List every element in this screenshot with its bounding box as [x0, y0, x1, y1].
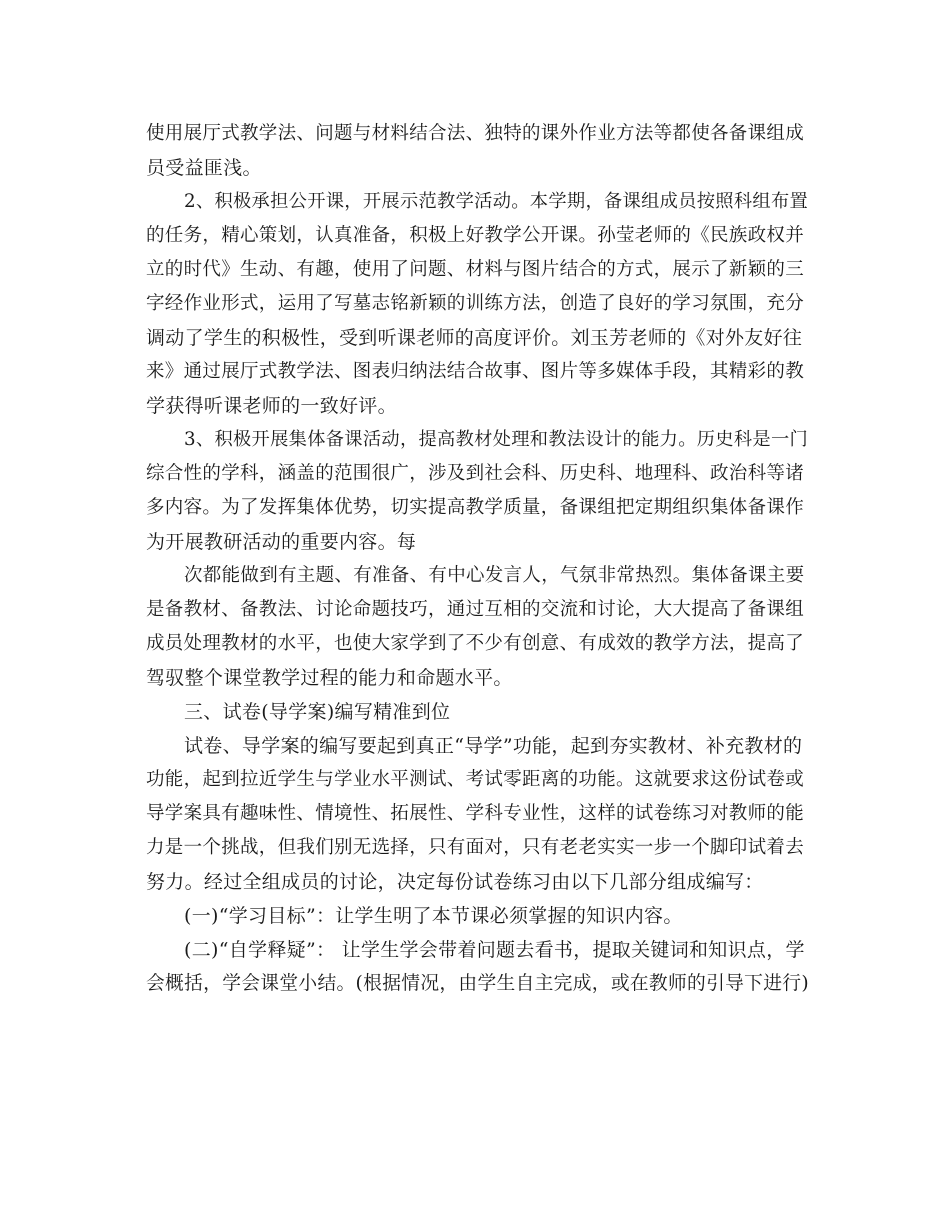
text-line: 次都能做到有主题、有准备、有中心发言人，气氛非常热烈。集体备课主要	[184, 565, 805, 586]
body-text	[146, 117, 811, 1001]
text-line: 导学案具有趣味性、情境性、拓展性、学科专业性，这样的试卷练习对教师的能	[146, 803, 805, 824]
text-line: 会概括，学会课堂小结。(根据情况，由学生自主完成，或在教师的引导下进行)	[146, 973, 809, 994]
text-line: (一)“学习目标”：让学生明了本节课必须掌握的知识内容。	[184, 905, 683, 927]
text-line: 试卷、导学案的编写要起到真正“导学”功能，起到夯实教材、补充教材的	[184, 735, 803, 757]
text-line: 3、积极开展集体备课活动，提高教材处理和教法设计的能力。历史科是一门	[184, 429, 809, 450]
text-line: 多内容。为了发挥集体优势，切实提高教学质量，备课组把定期组织集体备课作	[146, 497, 805, 518]
text-line: 是备教材、备教法、讨论命题技巧，通过互相的交流和讨论，大大提高了备课组	[146, 599, 805, 620]
text-line: 字经作业形式，运用了写墓志铭新颖的训练方法，创造了良好的学习氛围，充分	[146, 293, 805, 314]
text-line: 的任务，精心策划，认真准备，积极上好教学公开课。孙莹老师的《民族政权并	[146, 225, 805, 246]
text-line: 力是一个挑战，但我们别无选择，只有面对，只有老老实实一步一个脚印试着去	[146, 837, 805, 858]
text-line: 立的时代》生动、有趣，使用了问题、材料与图片结合的方式，展示了新颖的三	[146, 259, 805, 280]
text-line: 来》通过展厅式教学法、图表归纳法结合故事、图片等多媒体手段，其精彩的教	[146, 361, 805, 382]
text-line: 综合性的学科，涵盖的范围很广，涉及到社会科、历史科、地理科、政治科等诸	[146, 463, 805, 484]
text-line: 为开展教研活动的重要内容。每	[146, 531, 417, 553]
text-line: 员受益匪浅。	[146, 157, 262, 179]
text-line: 使用展厅式教学法、问题与材料结合法、独特的课外作业方法等都使各备课组成	[146, 123, 805, 144]
section-heading: 三、试卷(导学案)编写精准到位	[184, 701, 451, 723]
text-line: 功能，起到拉近学生与学业水平测试、考试零距离的功能。这就要求这份试卷或	[146, 769, 805, 790]
text-line: 成员处理教材的水平，也使大家学到了不少有创意、有成效的教学方法，提高了	[146, 633, 805, 654]
text-line: (二)“自学释疑”： 让学生学会带着问题去看书，提取关键词和知识点，学	[184, 939, 805, 961]
text-line: 调动了学生的积极性，受到听课老师的高度评价。刘玉芳老师的《对外友好往	[146, 327, 803, 349]
text-line: 驾驭整个课堂教学过程的能力和命题水平。	[146, 667, 513, 689]
text-line: 学获得听课老师的一致好评。	[146, 395, 397, 417]
text-line: 努力。经过全组成员的讨论，决定每份试卷练习由以下几部分组成编写：	[146, 871, 764, 893]
text-line: 2、积极承担公开课，开展示范教学活动。本学期，备课组成员按照科组布置	[184, 191, 809, 212]
